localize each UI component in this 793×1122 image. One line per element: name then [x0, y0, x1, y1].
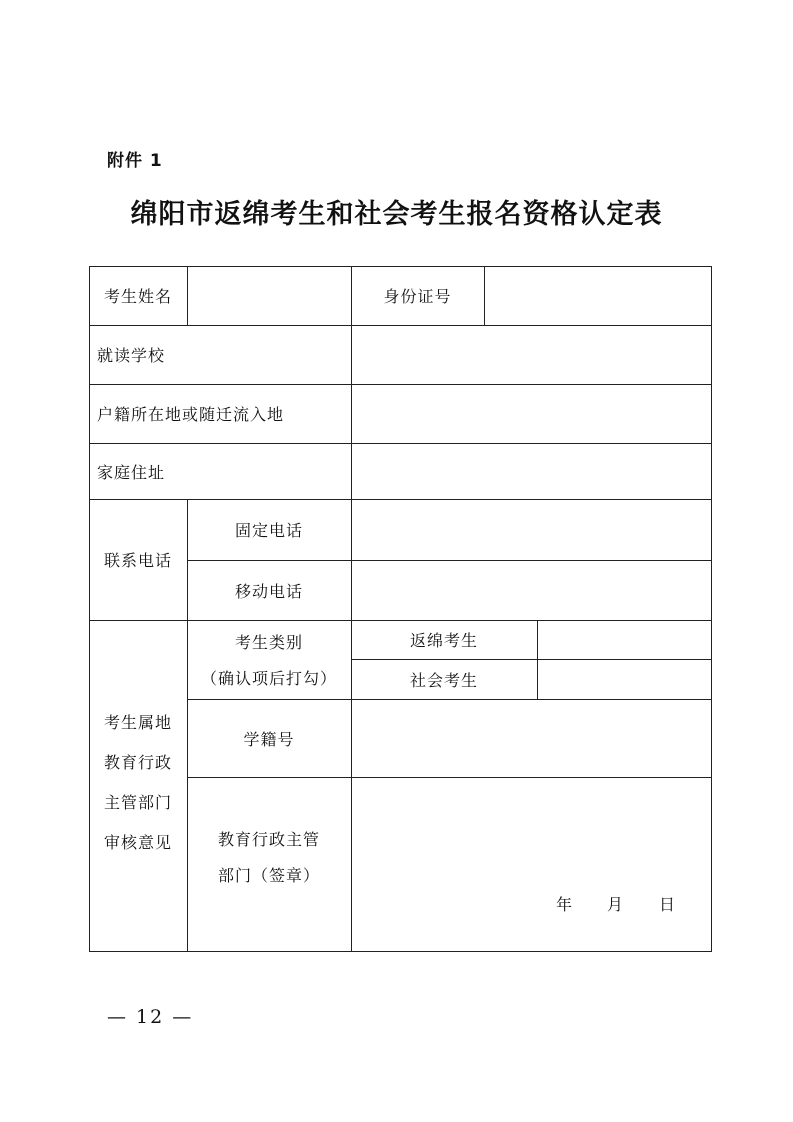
id-number-label: 身份证号: [383, 287, 452, 306]
date-year-label: 年: [556, 895, 573, 914]
option-social-checkbox[interactable]: [538, 660, 711, 699]
option-social-label: 社会考生: [409, 670, 478, 690]
authority-signature-label: [187, 788, 351, 928]
school-label: 就读学校: [97, 346, 166, 365]
address-label: 家庭住址: [97, 462, 166, 482]
attachment-label: 附件 1: [107, 151, 163, 171]
household-field[interactable]: [352, 385, 711, 443]
student-number-label: 学籍号: [243, 729, 295, 749]
student-name-label: 考生姓名: [103, 287, 172, 306]
authority-label-line: 部门（签章）: [217, 866, 320, 885]
landline-label: 固定电话: [234, 521, 303, 540]
authority-label-line: 教育行政主管: [217, 830, 320, 849]
student-name-field[interactable]: [188, 267, 350, 325]
category-hint-text: （确认项后打勾）: [200, 668, 337, 688]
page-number: — 12 —: [107, 1006, 194, 1028]
review-label-line: 教育行政: [103, 752, 172, 772]
review-label-line: 考生属地: [103, 712, 172, 732]
review-label-line: 审核意见: [103, 832, 172, 852]
mobile-field[interactable]: [352, 561, 711, 620]
contact-label: 联系电话: [103, 551, 172, 570]
category-label-text: 考生类别: [234, 632, 303, 652]
form-title: 绵阳市返绵考生和社会考生报名资格认定表: [130, 199, 663, 230]
category-label: [187, 622, 351, 699]
table-border-bottom: [89, 951, 712, 952]
option-return-checkbox[interactable]: [538, 621, 711, 659]
date-month-label: 月: [607, 895, 624, 914]
option-return-label: 返绵考生: [409, 631, 478, 650]
student-number-field[interactable]: [352, 700, 711, 777]
review-opinion-label: [89, 700, 187, 865]
household-label: 户籍所在地或随迁流入地: [97, 405, 285, 424]
authority-signature-field[interactable]: [352, 778, 711, 951]
address-field[interactable]: [352, 444, 711, 499]
mobile-label: 移动电话: [234, 581, 303, 601]
school-field[interactable]: [352, 326, 711, 384]
date-day-label: 日: [659, 895, 676, 914]
review-label-line: 主管部门: [103, 792, 172, 812]
table-border-right: [711, 266, 712, 952]
landline-field[interactable]: [352, 500, 711, 560]
id-number-field[interactable]: [485, 267, 711, 325]
